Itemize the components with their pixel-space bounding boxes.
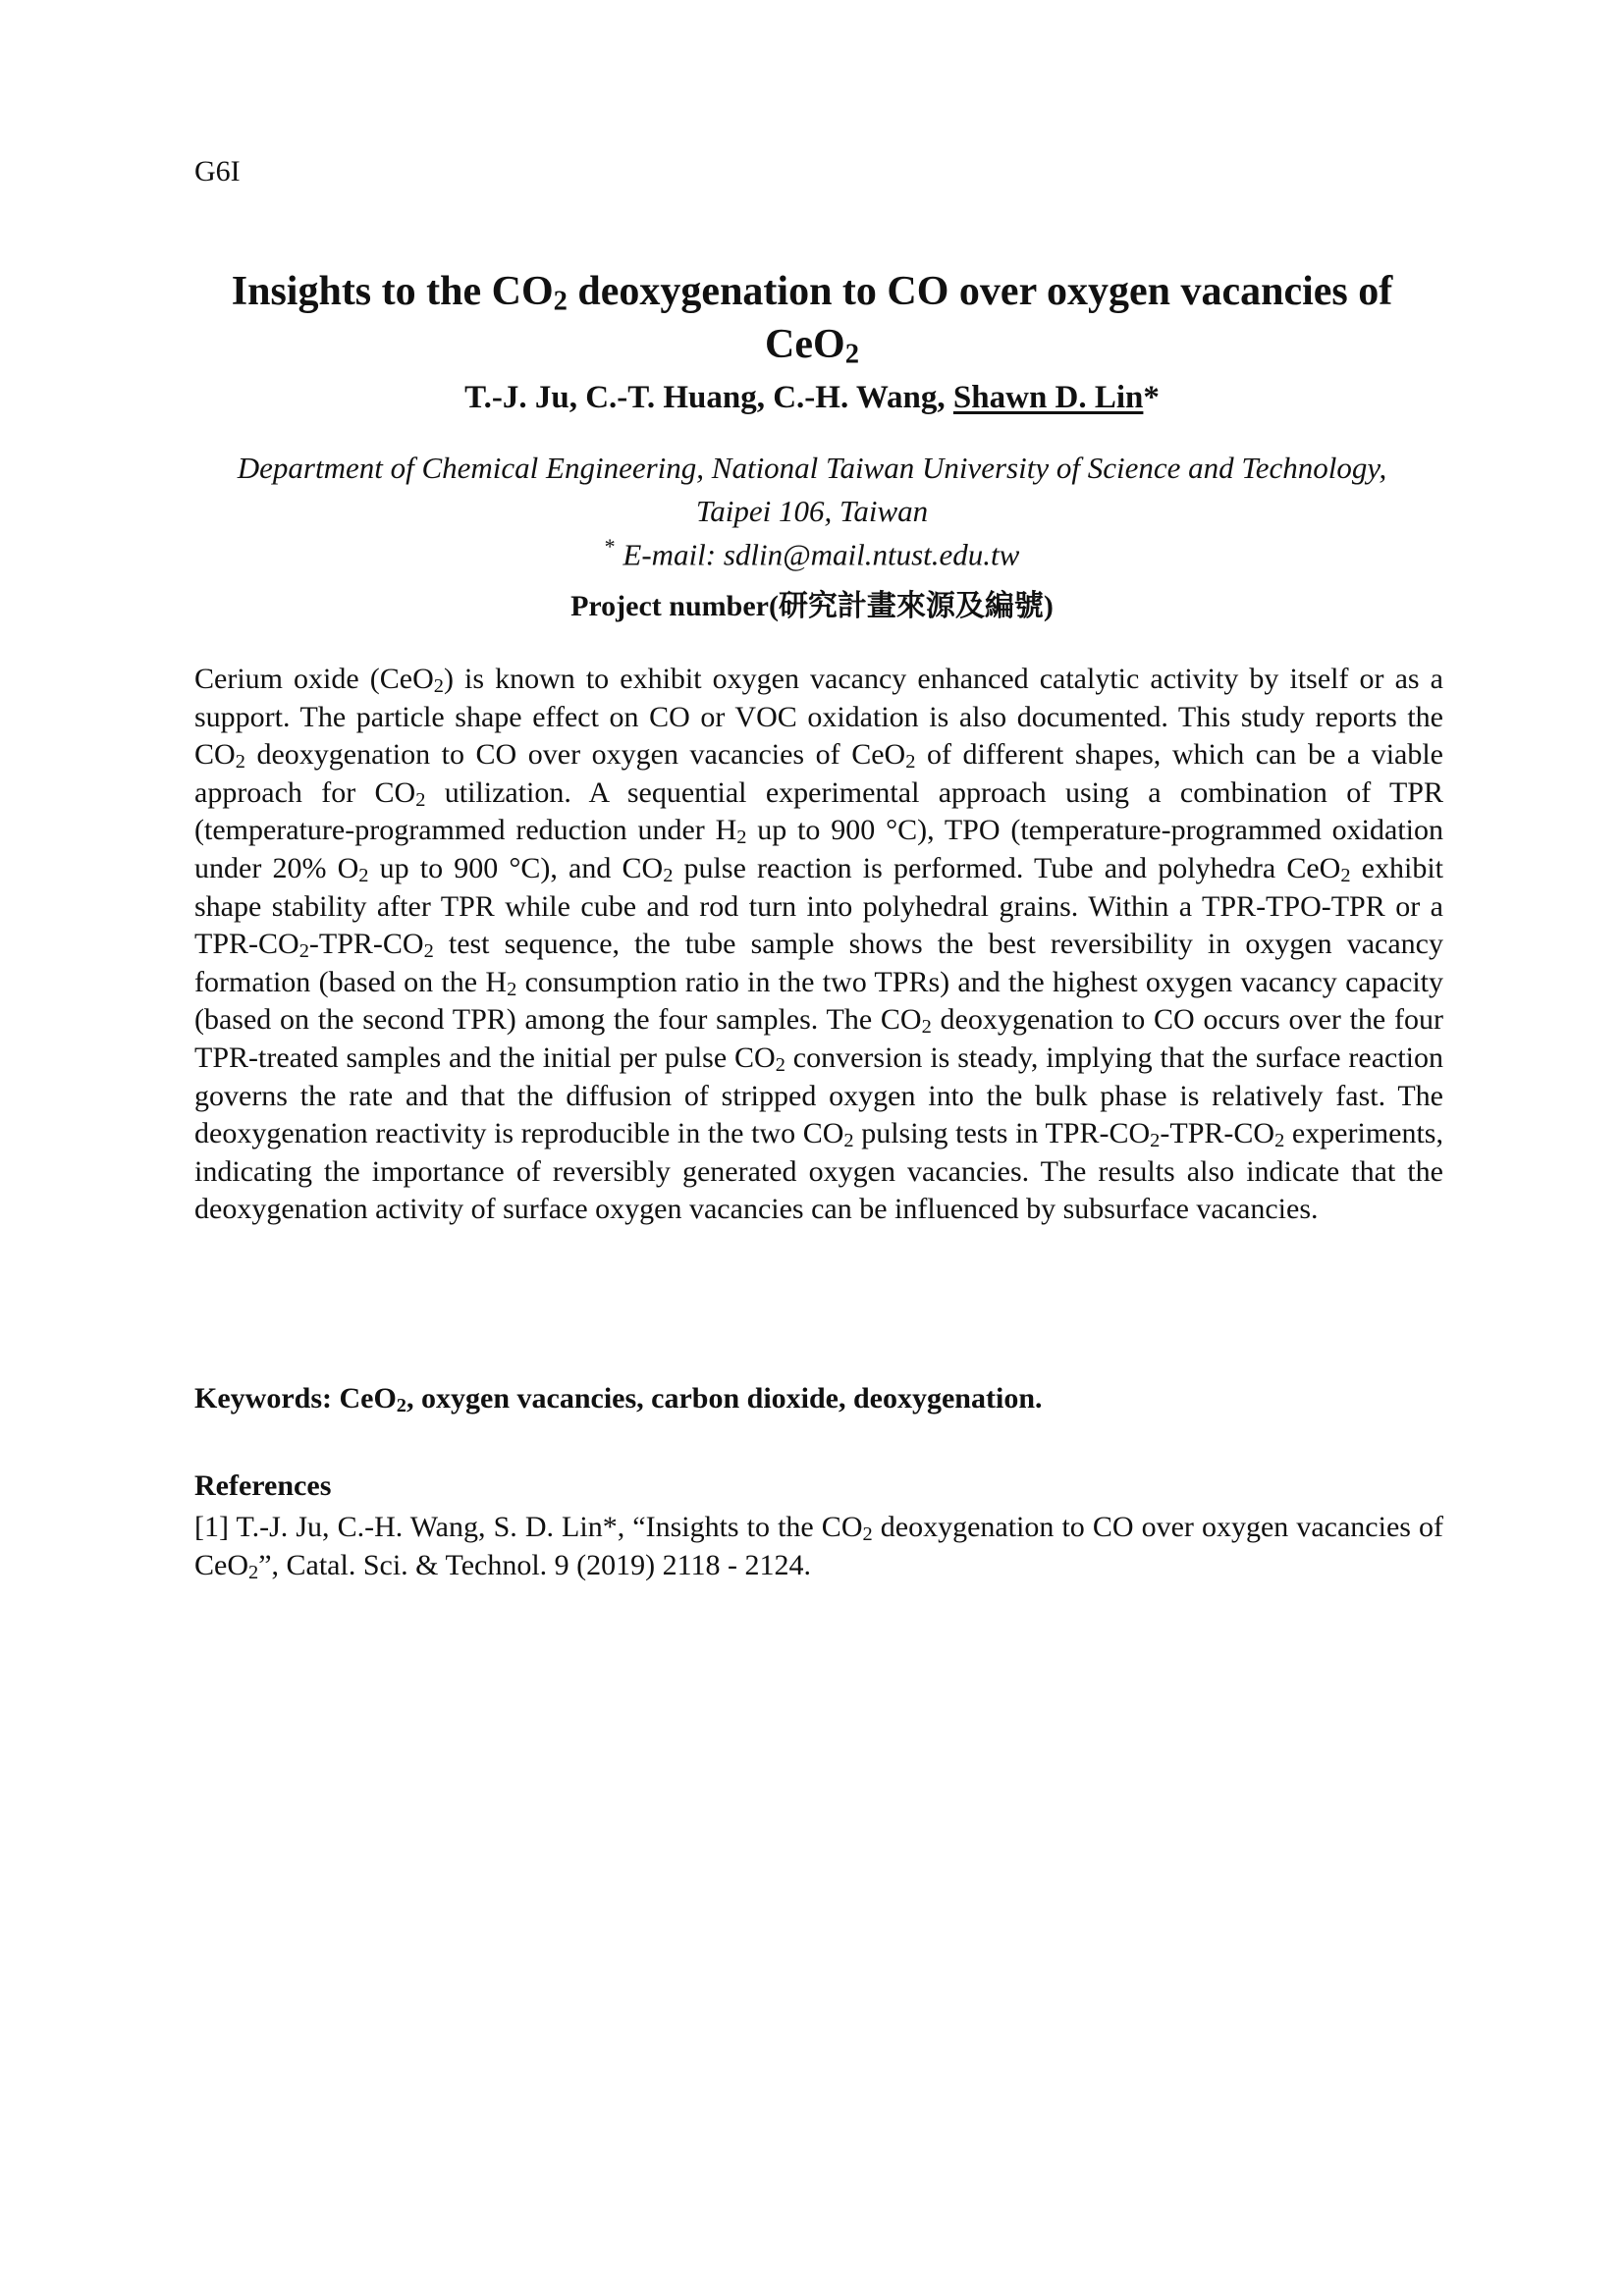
abstract-text: Cerium oxide (CeO <box>194 663 434 695</box>
title-text-2: deoxygenation to CO over oxygen vacancies of <box>567 269 1393 314</box>
reference-subscript-1: 2 <box>862 1523 873 1546</box>
reference-text-3: ”, Catal. Sci. & Technol. 9 (2019) 2118 - 2124. <box>258 1549 812 1581</box>
subscript: 2 <box>663 865 674 887</box>
email-star: * <box>604 534 616 559</box>
subscript: 2 <box>1274 1130 1285 1152</box>
title-subscript-2: 2 <box>844 339 859 370</box>
abstract-text: -TPR-CO <box>1160 1117 1275 1150</box>
abstract-code: G6I <box>194 155 241 187</box>
subscript: 2 <box>298 940 309 963</box>
abstract-text: deoxygenation to CO occurs over the four TPR-treated samples and the initial per pulse CO <box>194 1003 1443 1074</box>
subscript: 2 <box>775 1054 785 1077</box>
affiliation-line-1: Department of Chemical Engineering, National Taiwan University of Science and Technology, <box>237 451 1387 485</box>
abstract-text: -TPR-CO <box>308 928 424 961</box>
corresponding-author: Shawn D. Lin <box>952 380 1144 415</box>
subscript: 2 <box>905 751 916 774</box>
subscript: 2 <box>507 978 517 1000</box>
affiliation-line-2: Taipei 106, Taiwan <box>695 494 929 528</box>
corresponding-mark: * <box>1143 380 1160 415</box>
keywords <box>194 1382 1043 1415</box>
subscript: 2 <box>433 675 444 698</box>
abstract-text: ) is known to exhibit oxygen vacancy enhanced catalytic activity by itself or as a support. The particle shape effect on CO or VOC oxidation is also documented. This study reports the CO <box>194 663 1443 772</box>
reference-item <box>194 1508 1443 1584</box>
title-subscript-1: 2 <box>553 286 568 317</box>
subscript: 2 <box>1340 865 1351 887</box>
project-number: Project number(研究計畫來源及編號) <box>570 590 1054 622</box>
subscript: 2 <box>736 827 747 849</box>
abstract-body <box>194 661 1443 1229</box>
paper-title <box>147 265 1477 371</box>
keywords-text-2: , oxygen vacancies, carbon dioxide, deoxygenation. <box>406 1382 1043 1415</box>
affiliation <box>147 447 1477 533</box>
authors-plain: T.-J. Ju, C.-T. Huang, C.-H. Wang, <box>464 380 953 415</box>
abstract-text: experiments, indicating the importance of reversibly generated oxygen vacancies. The results also indicate that the deoxygenation activity of surface oxygen vacancies can be influenced by subsurface vacancies. <box>194 1117 1443 1226</box>
abstract-text: test sequence, the tube sample shows the best reversibility in oxygen vacancy formation (based on the H <box>194 928 1443 998</box>
abstract-text: exhibit shape stability after TPR while cube and rod turn into polyhedral grains. Within a TPR-TPO-TPR or a TPR-CO <box>194 851 1443 961</box>
references-heading: References <box>194 1469 332 1502</box>
subscript: 2 <box>1150 1130 1161 1152</box>
subscript: 2 <box>415 788 426 811</box>
abstract-text: utilization. A sequential experimental approach using a combination of TPR (temperature-programmed reduction under H <box>194 775 1444 847</box>
abstract-text: of different shapes, which can be a viable approach for CO <box>194 738 1443 809</box>
abstract-text: up to 900 °C), TPO (temperature-programmed oxidation under 20% O <box>194 814 1444 884</box>
abstract-text: up to 900 °C), and CO <box>368 851 664 884</box>
abstract-text: pulse reaction is performed. Tube and polyhedra CeO <box>673 851 1341 884</box>
abstract-text: deoxygenation to CO over oxygen vacancies of CeO <box>244 738 906 772</box>
abstract-text: conversion is steady, implying that the surface reaction governs the rate and that the diffusion of stripped oxygen into the bulk phase is relatively fast. The deoxygenation reactivity is reproducible in the two CO <box>194 1041 1443 1150</box>
reference-text-2: deoxygenation to CO over oxygen vacancies of CeO <box>194 1511 1443 1581</box>
contact-email <box>147 534 1477 572</box>
abstract-text: consumption ratio in the two TPRs) and the highest oxygen vacancy capacity (based on the second TPR) among the four samples. The CO <box>194 965 1443 1037</box>
title-text-3: CeO <box>765 322 845 367</box>
reference-subscript-2: 2 <box>248 1562 259 1584</box>
subscript: 2 <box>921 1016 932 1039</box>
subscript: 2 <box>423 940 434 963</box>
subscript: 2 <box>843 1130 854 1152</box>
subscript: 2 <box>358 865 369 887</box>
title-text-1: Insights to the CO <box>231 269 554 314</box>
author-list <box>147 380 1477 416</box>
reference-text-1: [1] T.-J. Ju, C.-H. Wang, S. D. Lin*, “Insights to the CO <box>194 1511 863 1543</box>
email-text: E-mail: sdlin@mail.ntust.edu.tw <box>615 537 1020 572</box>
subscript: 2 <box>235 751 245 774</box>
keywords-subscript: 2 <box>396 1395 406 1417</box>
abstract-text: pulsing tests in TPR-CO <box>853 1117 1151 1150</box>
keywords-text-1: Keywords: CeO <box>194 1382 397 1415</box>
